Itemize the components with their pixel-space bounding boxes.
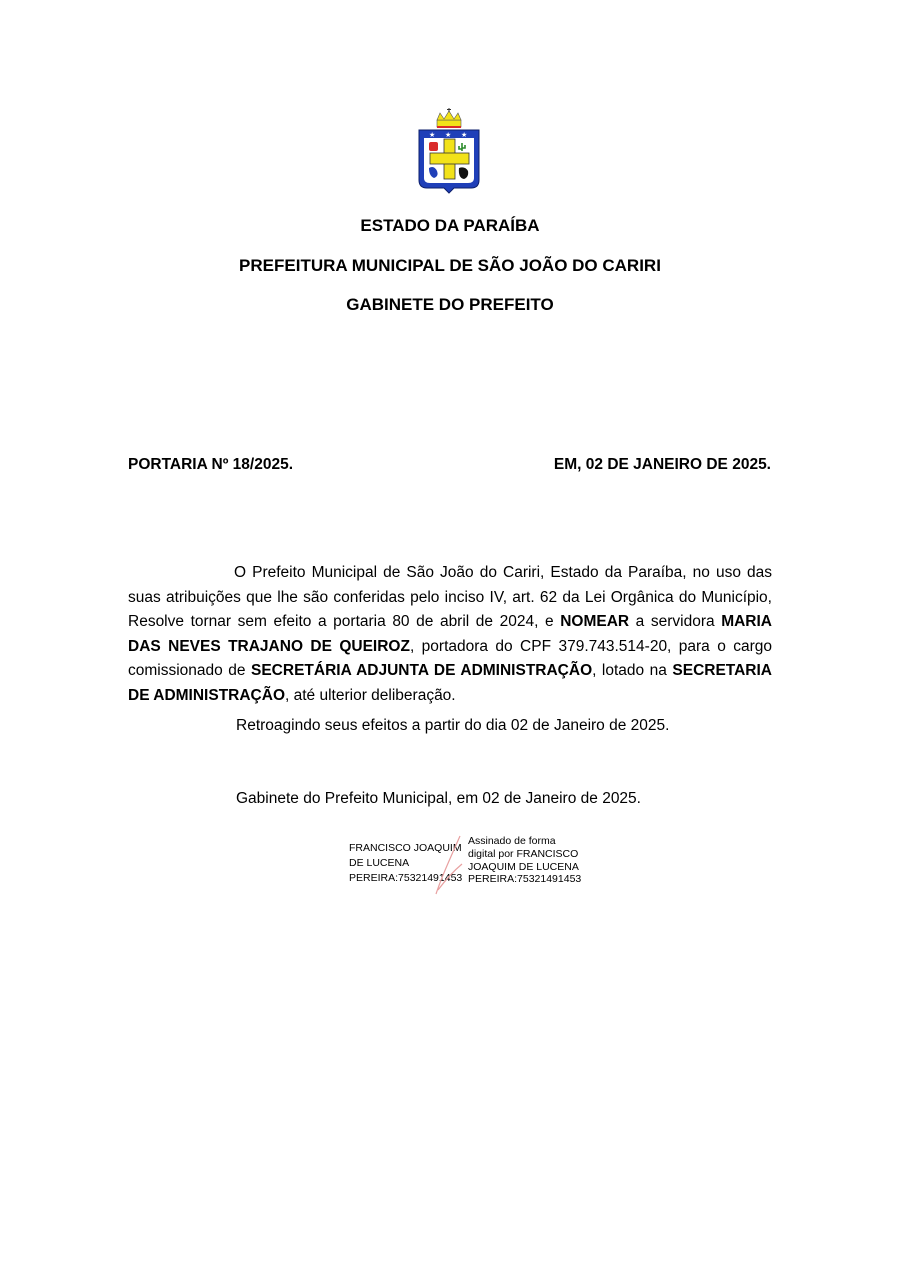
header-state: ESTADO DA PARAÍBA xyxy=(360,216,540,235)
stamp-line: Assinado de forma xyxy=(468,835,556,847)
retroactive-paragraph: Retroagindo seus efeitos a partir do dia 02 de Janeiro de 2025. xyxy=(236,717,670,734)
signature-mark-icon xyxy=(432,834,472,896)
department-name: SECRETARIA DE ADMINISTRAÇÃO xyxy=(128,662,772,704)
closing-line: Gabinete do Prefeito Municipal, em 02 de Janeiro de 2025. xyxy=(236,790,641,807)
bold-nomear: NOMEAR xyxy=(560,613,630,631)
position-title: SECRETÁRIA ADJUNTA DE ADMINISTRAÇÃO xyxy=(251,662,593,680)
employee-name: MARIA DAS NEVES TRAJANO DE QUEIROZ xyxy=(128,613,772,655)
header-office: GABINETE DO PREFEITO xyxy=(346,295,554,314)
header-municipality: PREFEITURA MUNICIPAL DE SÃO JOÃO DO CARIRI xyxy=(239,256,661,275)
main-paragraph xyxy=(128,561,772,709)
text-segment: , até ulterior deliberação. xyxy=(285,686,456,704)
stamp-line: digital por FRANCISCO xyxy=(468,847,579,860)
svg-text:★: ★ xyxy=(429,131,436,139)
text-segment: a servidora xyxy=(629,613,722,631)
portaria-date: EM, 02 DE JANEIRO DE 2025. xyxy=(553,456,771,473)
svg-text:★: ★ xyxy=(461,131,468,139)
portaria-number: PORTARIA Nº 18/2025. xyxy=(128,456,294,473)
stamp-line: JOAQUIM DE LUCENA xyxy=(468,860,579,873)
text-segment: , portadora do CPF 379.743.514-20, para o cargo comissionado de xyxy=(128,637,772,680)
digital-signature-stamp xyxy=(468,835,588,886)
svg-text:★: ★ xyxy=(445,131,452,139)
signer-name-line: PEREIRA:75321491453 xyxy=(349,872,463,884)
signer-name-line: DE LUCENA xyxy=(349,857,410,869)
stamp-line: PEREIRA:75321491453 xyxy=(468,873,582,886)
signer-name-line: FRANCISCO JOAQUIM xyxy=(349,842,462,854)
crown-icon xyxy=(437,108,461,128)
text-segment: , lotado na xyxy=(592,662,673,680)
text-segment: O Prefeito Municipal de São João do Cariri, Estado da Paraíba, no uso das suas atribuições que lhe são conferidas pelo inciso IV, art. 62 da Lei Orgânica do Município, Resolve tornar sem efeito a portaria 80 de abril de 2024, e xyxy=(128,564,772,631)
municipal-coat-of-arms xyxy=(416,108,482,194)
